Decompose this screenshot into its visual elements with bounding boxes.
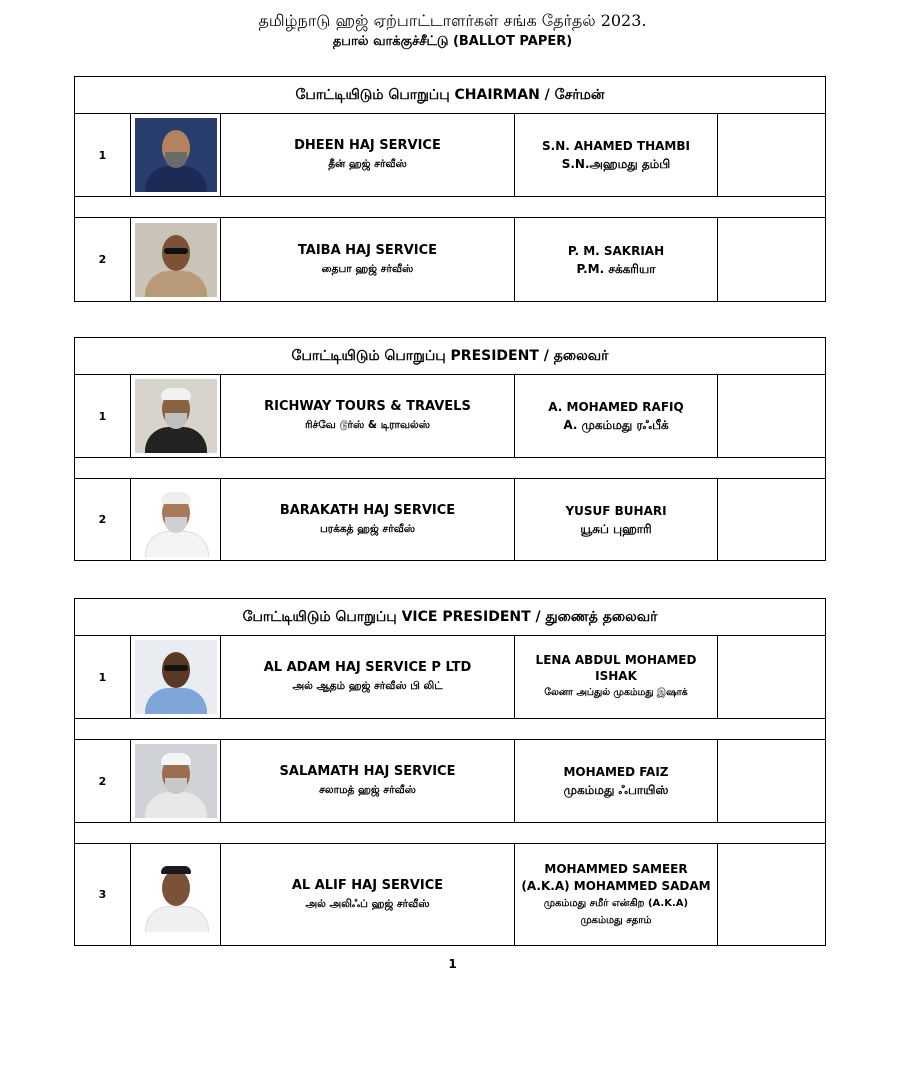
candidate-photo bbox=[131, 636, 221, 718]
candidate-name: S.N. AHAMED THAMBI S.N.அஹமது தம்பி bbox=[515, 114, 718, 196]
candidate-photo bbox=[131, 114, 221, 196]
section-title: போட்டியிடும் பொறுப்பு CHAIRMAN / சேர்மன் bbox=[75, 77, 825, 114]
portrait-checked-shirt-icon bbox=[135, 223, 217, 297]
vote-mark-box[interactable] bbox=[718, 636, 825, 718]
portrait-suit-icon bbox=[135, 118, 217, 192]
portrait-sunglasses-icon bbox=[135, 640, 217, 714]
serial-number: 1 bbox=[75, 636, 131, 718]
section-chairman bbox=[74, 76, 826, 302]
vote-mark-box[interactable] bbox=[718, 218, 825, 301]
agency-name: TAIBA HAJ SERVICE தைபா ஹஜ் சர்வீஸ் bbox=[221, 218, 515, 301]
vote-mark-box[interactable] bbox=[718, 844, 825, 945]
section-title: போட்டியிடும் பொறுப்பு PRESIDENT / தலைவர் bbox=[75, 338, 825, 375]
candidate-photo bbox=[131, 844, 221, 945]
serial-number: 1 bbox=[75, 375, 131, 457]
portrait-white-shirt-icon bbox=[135, 858, 217, 932]
candidate-name: MOHAMMED SAMEER (A.K.A) MOHAMMED SADAM முகம்மது சமீர் என்கிற (A.K.A) முகம்மது சதாம் bbox=[515, 844, 718, 945]
vote-mark-box[interactable] bbox=[718, 375, 825, 457]
candidate-row bbox=[75, 114, 825, 197]
serial-number: 2 bbox=[75, 740, 131, 822]
vote-mark-box[interactable] bbox=[718, 740, 825, 822]
agency-name: RICHWAY TOURS & TRAVELS ரிச்வே டூர்ஸ் & டிராவல்ஸ் bbox=[221, 375, 515, 457]
candidate-row bbox=[75, 218, 825, 301]
candidate-name: MOHAMED FAIZ முகம்மது ஃபாயிஸ் bbox=[515, 740, 718, 822]
candidate-row bbox=[75, 479, 825, 560]
section-president bbox=[74, 337, 826, 561]
page-number: 1 bbox=[448, 957, 457, 971]
serial-number: 3 bbox=[75, 844, 131, 945]
row-separator bbox=[75, 197, 825, 218]
agency-name: BARAKATH HAJ SERVICE பரக்கத் ஹஜ் சர்வீஸ் bbox=[221, 479, 515, 560]
section-vice-president bbox=[74, 598, 826, 946]
serial-number: 2 bbox=[75, 218, 131, 301]
section-title: போட்டியிடும் பொறுப்பு VICE PRESIDENT / துணைத் தலைவர் bbox=[75, 599, 825, 636]
row-separator bbox=[75, 823, 825, 844]
serial-number: 2 bbox=[75, 479, 131, 560]
election-title: தமிழ்நாடு ஹஜ் ஏற்பாட்டாளர்கள் சங்க தேர்தல் 2023. bbox=[258, 11, 647, 30]
candidate-name: LENA ABDUL MOHAMED ISHAK லேனா அப்துல் முகம்மது இஷாக் bbox=[515, 636, 718, 718]
row-separator bbox=[75, 458, 825, 479]
agency-name: AL ALIF HAJ SERVICE அல் அலிஃப் ஹஜ் சர்வீஸ் bbox=[221, 844, 515, 945]
candidate-name: A. MOHAMED RAFIQ A. முகம்மது ரஃபீக் bbox=[515, 375, 718, 457]
agency-name: SALAMATH HAJ SERVICE சலாமத் ஹஜ் சர்வீஸ் bbox=[221, 740, 515, 822]
candidate-photo bbox=[131, 375, 221, 457]
candidate-row bbox=[75, 636, 825, 719]
candidate-row bbox=[75, 375, 825, 458]
candidate-name: P. M. SAKRIAH P.M. சக்கரியா bbox=[515, 218, 718, 301]
candidate-photo bbox=[131, 218, 221, 301]
row-separator bbox=[75, 719, 825, 740]
candidate-row bbox=[75, 740, 825, 823]
agency-name: AL ADAM HAJ SERVICE P LTD அல் ஆதம் ஹஜ் சர்வீஸ் பி லிட் bbox=[221, 636, 515, 718]
portrait-white-cap-icon bbox=[135, 483, 217, 557]
candidate-photo bbox=[131, 740, 221, 822]
serial-number: 1 bbox=[75, 114, 131, 196]
vote-mark-box[interactable] bbox=[718, 114, 825, 196]
candidate-row bbox=[75, 844, 825, 945]
ballot-header bbox=[0, 10, 905, 52]
agency-name: DHEEN HAJ SERVICE தீன் ஹஜ் சர்வீஸ் bbox=[221, 114, 515, 196]
vote-mark-box[interactable] bbox=[718, 479, 825, 560]
portrait-cap-beard-icon bbox=[135, 379, 217, 453]
candidate-photo bbox=[131, 479, 221, 560]
candidate-name: YUSUF BUHARI யூசுப் புஹாரி bbox=[515, 479, 718, 560]
ballot-subtitle: தபால் வாக்குச்சீட்டு (BALLOT PAPER) bbox=[332, 34, 573, 49]
portrait-white-cap-icon bbox=[135, 744, 217, 818]
